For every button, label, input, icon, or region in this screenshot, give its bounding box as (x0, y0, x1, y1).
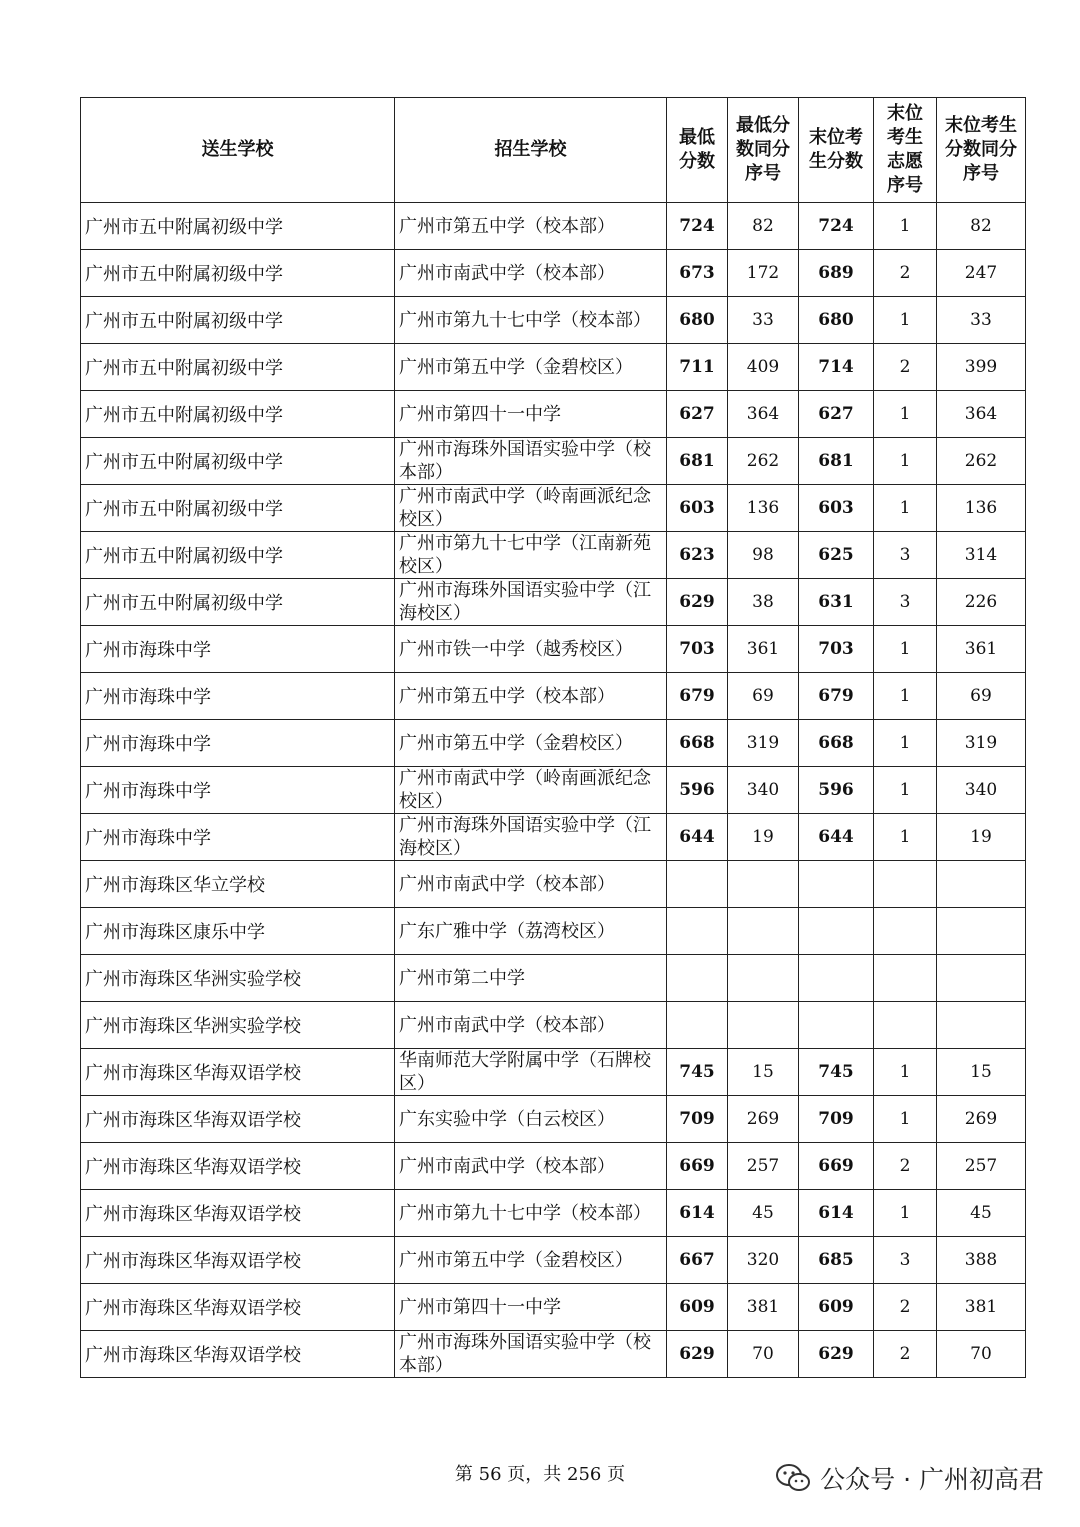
last-score-rank-cell: 45 (937, 1190, 1026, 1237)
recv-school-cell: 广州市第五中学（金碧校区） (395, 1237, 667, 1284)
recv-school-cell: 广州市南武中学（校本部） (395, 1143, 667, 1190)
table-row (81, 1331, 1026, 1378)
min-score-rank-cell: 381 (728, 1284, 799, 1331)
min-score-rank-cell: 45 (728, 1190, 799, 1237)
last-choice-cell: 1 (874, 485, 937, 532)
last-score-cell (799, 908, 874, 955)
min-score-cell: 669 (667, 1143, 728, 1190)
last-choice-cell: 3 (874, 579, 937, 626)
table-row (81, 1049, 1026, 1096)
table-row (81, 1143, 1026, 1190)
table-row (81, 1284, 1026, 1331)
last-choice-cell: 2 (874, 1284, 937, 1331)
min-score-cell: 724 (667, 203, 728, 250)
last-choice-cell (874, 955, 937, 1002)
last-score-rank-cell (937, 861, 1026, 908)
last-choice-cell (874, 908, 937, 955)
admission-table-container (80, 97, 1025, 1378)
last-choice-cell: 1 (874, 391, 937, 438)
table-row (81, 203, 1026, 250)
min-score-cell (667, 861, 728, 908)
min-score-rank-cell: 340 (728, 767, 799, 814)
min-score-cell: 711 (667, 344, 728, 391)
send-school-cell: 广州市海珠区华海双语学校 (81, 1143, 395, 1190)
last-score-cell: 668 (799, 720, 874, 767)
last-choice-cell: 1 (874, 438, 937, 485)
last-score-cell: 631 (799, 579, 874, 626)
send-school-cell: 广州市海珠中学 (81, 673, 395, 720)
last-choice-cell: 1 (874, 814, 937, 861)
table-row (81, 1190, 1026, 1237)
last-score-rank-cell: 269 (937, 1096, 1026, 1143)
last-choice-cell: 2 (874, 1331, 937, 1378)
last-score-cell: 609 (799, 1284, 874, 1331)
table-row (81, 297, 1026, 344)
last-choice-cell: 1 (874, 720, 937, 767)
recv-school-cell: 广州市第五中学（金碧校区） (395, 344, 667, 391)
recv-school-cell: 广州市第九十七中学（江南新苑校区） (395, 532, 667, 579)
recv-school-cell: 广州市第五中学（校本部） (395, 203, 667, 250)
last-choice-cell: 2 (874, 344, 937, 391)
send-school-cell: 广州市海珠区华海双语学校 (81, 1284, 395, 1331)
min-score-cell: 673 (667, 250, 728, 297)
send-school-cell: 广州市海珠区康乐中学 (81, 908, 395, 955)
last-choice-cell: 3 (874, 1237, 937, 1284)
min-score-cell: 667 (667, 1237, 728, 1284)
min-score-rank-cell: 82 (728, 203, 799, 250)
min-score-rank-cell (728, 1002, 799, 1049)
min-score-rank-cell: 69 (728, 673, 799, 720)
recv-school-cell: 广州市第九十七中学（校本部） (395, 297, 667, 344)
last-score-rank-cell: 19 (937, 814, 1026, 861)
last-score-rank-cell: 262 (937, 438, 1026, 485)
last-score-cell (799, 955, 874, 1002)
recv-school-cell: 广州市第五中学（金碧校区） (395, 720, 667, 767)
last-score-rank-cell: 314 (937, 532, 1026, 579)
table-row (81, 1096, 1026, 1143)
last-score-cell: 685 (799, 1237, 874, 1284)
recv-school-cell: 广州市海珠外国语实验中学（校本部） (395, 1331, 667, 1378)
send-school-cell: 广州市海珠中学 (81, 767, 395, 814)
min-score-rank-cell: 172 (728, 250, 799, 297)
last-score-rank-cell: 82 (937, 203, 1026, 250)
min-score-rank-cell (728, 955, 799, 1002)
admission-table (80, 97, 1026, 1378)
last-score-rank-cell: 136 (937, 485, 1026, 532)
last-score-cell: 714 (799, 344, 874, 391)
last-score-rank-cell: 15 (937, 1049, 1026, 1096)
send-school-cell: 广州市海珠区华海双语学校 (81, 1096, 395, 1143)
table-row (81, 1002, 1026, 1049)
recv-school-cell: 广州市铁一中学（越秀校区） (395, 626, 667, 673)
table-row (81, 438, 1026, 485)
last-score-cell: 625 (799, 532, 874, 579)
min-score-rank-cell: 19 (728, 814, 799, 861)
min-score-rank-cell: 70 (728, 1331, 799, 1378)
last-choice-cell: 1 (874, 203, 937, 250)
min-score-cell (667, 955, 728, 1002)
watermark (776, 1460, 1044, 1496)
min-score-rank-cell: 269 (728, 1096, 799, 1143)
last-score-cell: 596 (799, 767, 874, 814)
recv-school-cell: 广州市南武中学（校本部） (395, 1002, 667, 1049)
last-choice-cell: 2 (874, 250, 937, 297)
min-score-cell: 668 (667, 720, 728, 767)
send-school-cell: 广州市五中附属初级中学 (81, 344, 395, 391)
table-row (81, 532, 1026, 579)
send-school-cell: 广州市海珠区华洲实验学校 (81, 955, 395, 1002)
min-score-cell: 629 (667, 579, 728, 626)
min-score-cell: 680 (667, 297, 728, 344)
header-last-score-rank: 末位考生 分数同分 序号 (937, 98, 1026, 203)
last-choice-cell: 1 (874, 767, 937, 814)
send-school-cell: 广州市海珠中学 (81, 626, 395, 673)
last-score-cell: 629 (799, 1331, 874, 1378)
last-choice-cell (874, 861, 937, 908)
table-header-row (81, 98, 1026, 203)
min-score-rank-cell: 33 (728, 297, 799, 344)
last-score-rank-cell: 257 (937, 1143, 1026, 1190)
send-school-cell: 广州市海珠中学 (81, 720, 395, 767)
min-score-cell: 745 (667, 1049, 728, 1096)
last-score-rank-cell: 69 (937, 673, 1026, 720)
send-school-cell: 广州市海珠区华海双语学校 (81, 1331, 395, 1378)
min-score-rank-cell: 136 (728, 485, 799, 532)
send-school-cell: 广州市海珠区华立学校 (81, 861, 395, 908)
last-score-cell: 709 (799, 1096, 874, 1143)
min-score-rank-cell: 38 (728, 579, 799, 626)
min-score-rank-cell: 361 (728, 626, 799, 673)
last-score-rank-cell: 340 (937, 767, 1026, 814)
last-score-rank-cell: 70 (937, 1331, 1026, 1378)
last-score-cell: 724 (799, 203, 874, 250)
last-score-cell: 689 (799, 250, 874, 297)
watermark-text: 公众号 · 广州初高君 (820, 1465, 1044, 1494)
min-score-rank-cell: 319 (728, 720, 799, 767)
min-score-cell: 614 (667, 1190, 728, 1237)
last-score-rank-cell: 247 (937, 250, 1026, 297)
min-score-cell: 603 (667, 485, 728, 532)
recv-school-cell: 华南师范大学附属中学（石牌校区） (395, 1049, 667, 1096)
min-score-cell (667, 1002, 728, 1049)
table-row (81, 814, 1026, 861)
table-row (81, 673, 1026, 720)
last-score-cell: 614 (799, 1190, 874, 1237)
last-score-rank-cell: 381 (937, 1284, 1026, 1331)
min-score-cell: 679 (667, 673, 728, 720)
recv-school-cell: 广东广雅中学（荔湾校区） (395, 908, 667, 955)
page-number-text: 第 56 页，共 256 页 (454, 1464, 626, 1485)
header-recv-school: 招生学校 (395, 98, 667, 203)
send-school-cell: 广州市五中附属初级中学 (81, 485, 395, 532)
last-choice-cell: 3 (874, 532, 937, 579)
send-school-cell: 广州市海珠区华海双语学校 (81, 1237, 395, 1284)
recv-school-cell: 广州市第四十一中学 (395, 391, 667, 438)
last-score-rank-cell: 319 (937, 720, 1026, 767)
header-last-score: 末位考 生分数 (799, 98, 874, 203)
min-score-cell: 703 (667, 626, 728, 673)
min-score-cell: 629 (667, 1331, 728, 1378)
table-row (81, 391, 1026, 438)
last-score-cell: 603 (799, 485, 874, 532)
last-score-rank-cell: 399 (937, 344, 1026, 391)
header-last-choice: 末位 考生 志愿 序号 (874, 98, 937, 203)
last-score-cell: 745 (799, 1049, 874, 1096)
table-row (81, 250, 1026, 297)
recv-school-cell: 广州市海珠外国语实验中学（江海校区） (395, 579, 667, 626)
last-score-rank-cell (937, 1002, 1026, 1049)
table-row (81, 626, 1026, 673)
last-score-rank-cell: 33 (937, 297, 1026, 344)
last-choice-cell: 2 (874, 1143, 937, 1190)
min-score-rank-cell (728, 908, 799, 955)
last-score-rank-cell: 364 (937, 391, 1026, 438)
last-score-cell (799, 1002, 874, 1049)
last-choice-cell: 1 (874, 626, 937, 673)
last-score-rank-cell: 361 (937, 626, 1026, 673)
recv-school-cell: 广州市南武中学（岭南画派纪念校区） (395, 767, 667, 814)
last-score-cell: 703 (799, 626, 874, 673)
min-score-cell: 627 (667, 391, 728, 438)
table-body (81, 203, 1026, 1378)
recv-school-cell: 广州市第二中学 (395, 955, 667, 1002)
recv-school-cell: 广州市海珠外国语实验中学（校本部） (395, 438, 667, 485)
send-school-cell: 广州市五中附属初级中学 (81, 203, 395, 250)
table-row (81, 720, 1026, 767)
table-row (81, 955, 1026, 1002)
table-row (81, 861, 1026, 908)
last-choice-cell: 1 (874, 1190, 937, 1237)
wechat-icon (776, 1464, 810, 1492)
recv-school-cell: 广州市海珠外国语实验中学（江海校区） (395, 814, 667, 861)
min-score-rank-cell (728, 861, 799, 908)
send-school-cell: 广州市五中附属初级中学 (81, 250, 395, 297)
last-score-cell: 669 (799, 1143, 874, 1190)
table-row (81, 485, 1026, 532)
header-send-school: 送生学校 (81, 98, 395, 203)
last-score-cell: 627 (799, 391, 874, 438)
recv-school-cell: 广东实验中学（白云校区） (395, 1096, 667, 1143)
last-choice-cell: 1 (874, 1049, 937, 1096)
recv-school-cell: 广州市第九十七中学（校本部） (395, 1190, 667, 1237)
recv-school-cell: 广州市南武中学（校本部） (395, 861, 667, 908)
min-score-cell: 596 (667, 767, 728, 814)
recv-school-cell: 广州市第四十一中学 (395, 1284, 667, 1331)
min-score-rank-cell: 364 (728, 391, 799, 438)
last-score-rank-cell (937, 908, 1026, 955)
recv-school-cell: 广州市南武中学（校本部） (395, 250, 667, 297)
last-score-cell: 680 (799, 297, 874, 344)
min-score-cell (667, 908, 728, 955)
min-score-rank-cell: 409 (728, 344, 799, 391)
send-school-cell: 广州市五中附属初级中学 (81, 391, 395, 438)
send-school-cell: 广州市五中附属初级中学 (81, 297, 395, 344)
header-min-score-rank: 最低分 数同分 序号 (728, 98, 799, 203)
table-row (81, 908, 1026, 955)
header-min-score: 最低 分数 (667, 98, 728, 203)
last-score-cell: 681 (799, 438, 874, 485)
send-school-cell: 广州市五中附属初级中学 (81, 438, 395, 485)
send-school-cell: 广州市海珠区华海双语学校 (81, 1049, 395, 1096)
last-score-cell: 644 (799, 814, 874, 861)
send-school-cell: 广州市五中附属初级中学 (81, 532, 395, 579)
last-choice-cell: 1 (874, 673, 937, 720)
last-score-rank-cell: 388 (937, 1237, 1026, 1284)
table-row (81, 344, 1026, 391)
min-score-cell: 609 (667, 1284, 728, 1331)
min-score-rank-cell: 98 (728, 532, 799, 579)
min-score-rank-cell: 15 (728, 1049, 799, 1096)
min-score-cell: 709 (667, 1096, 728, 1143)
min-score-cell: 644 (667, 814, 728, 861)
send-school-cell: 广州市海珠区华洲实验学校 (81, 1002, 395, 1049)
min-score-rank-cell: 257 (728, 1143, 799, 1190)
send-school-cell: 广州市海珠区华海双语学校 (81, 1190, 395, 1237)
last-score-cell: 679 (799, 673, 874, 720)
last-score-rank-cell: 226 (937, 579, 1026, 626)
recv-school-cell: 广州市南武中学（岭南画派纪念校区） (395, 485, 667, 532)
table-row (81, 579, 1026, 626)
last-score-rank-cell (937, 955, 1026, 1002)
last-choice-cell: 1 (874, 297, 937, 344)
min-score-rank-cell: 262 (728, 438, 799, 485)
last-choice-cell (874, 1002, 937, 1049)
table-row (81, 767, 1026, 814)
recv-school-cell: 广州市第五中学（校本部） (395, 673, 667, 720)
min-score-rank-cell: 320 (728, 1237, 799, 1284)
send-school-cell: 广州市五中附属初级中学 (81, 579, 395, 626)
send-school-cell: 广州市海珠中学 (81, 814, 395, 861)
table-row (81, 1237, 1026, 1284)
min-score-cell: 623 (667, 532, 728, 579)
min-score-cell: 681 (667, 438, 728, 485)
last-score-cell (799, 861, 874, 908)
last-choice-cell: 1 (874, 1096, 937, 1143)
